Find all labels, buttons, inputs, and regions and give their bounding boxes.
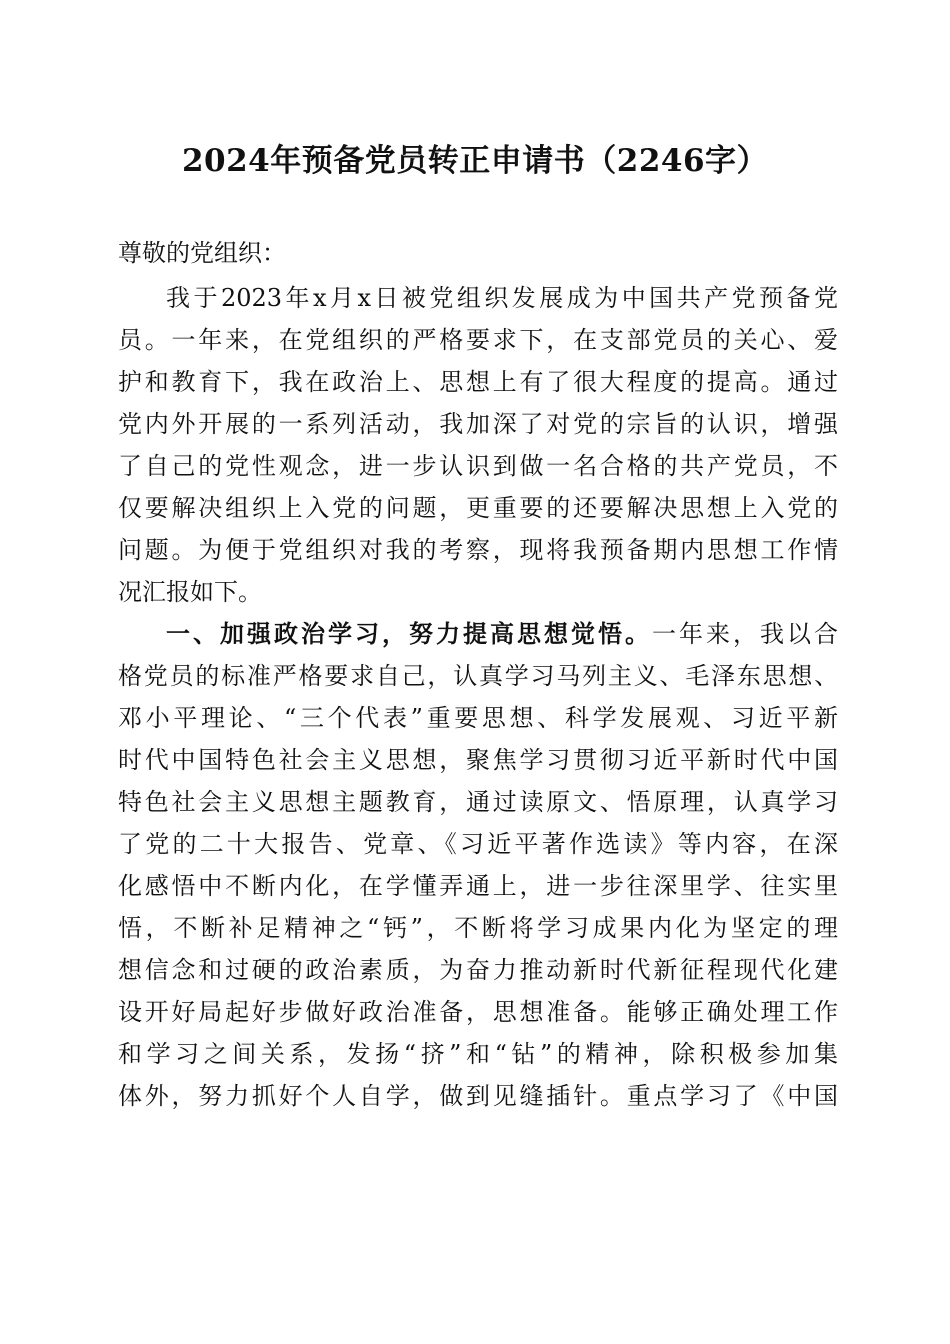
text-line: 悟，不断补足精神之“钙”，不断将学习成果内化为坚定的理 [118,914,838,942]
text-line: 和学习之间关系，发扬“挤”和“钻”的精神，除积极参加集 [118,1040,838,1068]
text-line: 员。一年来，在党组织的严格要求下，在支部党员的关心、爱 [118,326,838,354]
section-heading: 一、加强政治学习，努力提高思想觉悟。 [166,619,652,648]
document-title: 2024年预备党员转正申请书（2246字） [181,143,769,179]
paragraph-intro [118,277,838,613]
text-line: 了党的二十大报告、党章、《习近平著作选读》等内容，在深 [118,830,838,858]
document-body [118,277,838,1117]
text-line: 护和教育下，我在政治上、思想上有了很大程度的提高。通过 [118,368,838,396]
text-line: 格党员的标准严格要求自己，认真学习马列主义、毛泽东思想、 [118,662,838,690]
text-line-with-heading [118,613,838,655]
text-line: 况汇报如下。 [118,578,262,606]
text-run: 一年来，我以合 [652,620,838,648]
text-line: 我于2023年x月x日被党组织发展成为中国共产党预备党 [166,284,838,312]
text-line: 特色社会主义思想主题教育，通过读原文、悟原理，认真学习 [118,788,838,816]
text-line: 想信念和过硬的政治素质，为奋力推动新时代新征程现代化建 [118,956,838,984]
text-line: 仅要解决组织上入党的问题，更重要的还要解决思想上入党的 [118,494,838,522]
text-line: 体外，努力抓好个人自学，做到见缝插针。重点学习了《中国 [118,1082,838,1110]
text-line: 问题。为便于党组织对我的考察，现将我预备期内思想工作情 [118,536,838,564]
text-line: 邓小平理论、“三个代表”重要思想、科学发展观、习近平新 [118,704,838,732]
text-line: 设开好局起好步做好政治准备，思想准备。能够正确处理工作 [118,998,838,1026]
text-line: 了自己的党性观念，进一步认识到做一名合格的共产党员，不 [118,452,838,480]
paragraph-political-study [118,613,838,1117]
text-line: 化感悟中不断内化，在学懂弄通上，进一步往深里学、往实里 [118,872,838,900]
text-line: 党内外开展的一系列活动，我加深了对党的宗旨的认识，增强 [118,410,838,438]
salutation: 尊敬的党组织： [118,239,286,267]
text-line: 时代中国特色社会主义思想，聚焦学习贯彻习近平新时代中国 [118,746,838,774]
